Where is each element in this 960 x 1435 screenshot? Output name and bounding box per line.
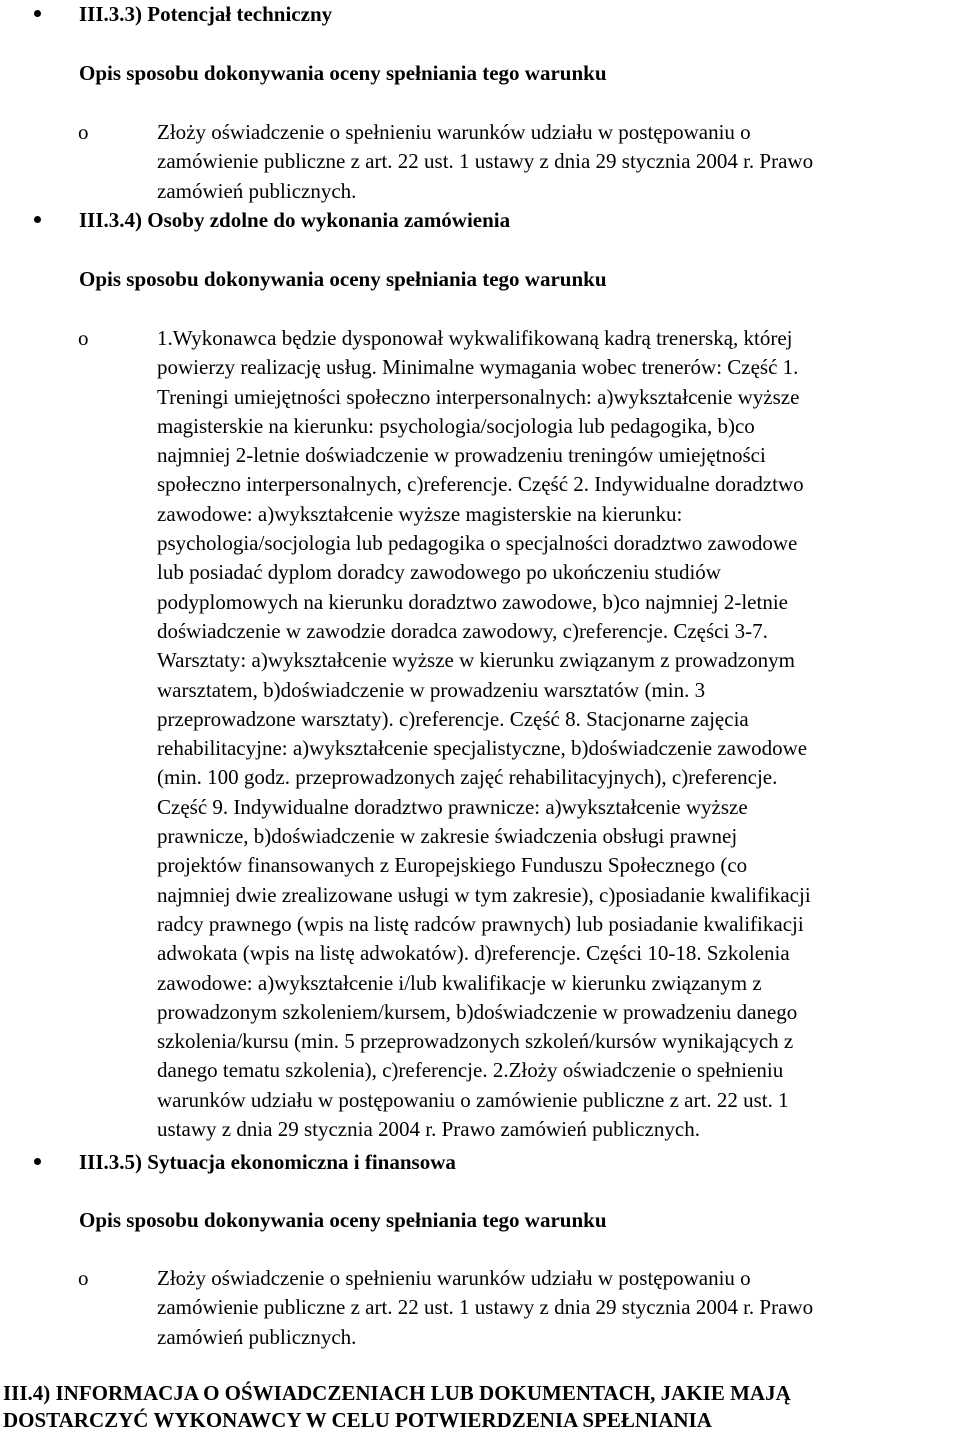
section-text-potencjal bbox=[157, 118, 948, 206]
text-line: zamówień publicznych. bbox=[157, 1324, 357, 1349]
opis-label: Opis sposobu dokonywania oceny spełniania tego warunku bbox=[79, 267, 607, 291]
bullet-icon bbox=[34, 216, 41, 223]
text-line: projektów finansowanych z Europejskiego Funduszu Społecznego (co bbox=[157, 853, 748, 878]
text-line: radcy prawnego (wpis na listę radców prawnych) lub posiadanie kwalifikacji bbox=[157, 911, 804, 936]
section-heading-sytuacja: III.3.5) Sytuacja ekonomiczna i finansowa bbox=[79, 1150, 456, 1174]
text-line: zamówienie publiczne z art. 22 ust. 1 ustawy z dnia 29 stycznia 2004 r. Prawo bbox=[157, 149, 814, 174]
opis-label: Opis sposobu dokonywania oceny spełniania tego warunku bbox=[79, 1208, 607, 1232]
text-line: prawnicze, b)doświadczenie w zakresie świadczenia obsługi prawnej bbox=[157, 824, 738, 849]
text-line: ustawy z dnia 29 stycznia 2004 r. Prawo zamówień publicznych. bbox=[157, 1117, 700, 1142]
text-line: podyplomowych na kierunku doradztwo zawodowe, b)co najmniej 2-letnie bbox=[157, 589, 788, 614]
text-line: najmniej 2-letnie doświadczenie w prowadzeniu treningów umiejętności bbox=[157, 443, 766, 468]
section-text-sytuacja bbox=[157, 1264, 948, 1352]
section-text-osoby bbox=[157, 324, 948, 1144]
text-line: doświadczenie w zawodzie doradca zawodowy, c)referencje. Części 3-7. bbox=[157, 618, 768, 643]
section-heading-potencjal: III.3.3) Potencjał techniczny bbox=[79, 2, 333, 26]
bullet-icon bbox=[34, 1158, 41, 1165]
circle-bullet-icon: o bbox=[78, 120, 89, 144]
opis-label: Opis sposobu dokonywania oceny spełniania tego warunku bbox=[79, 61, 607, 85]
text-line: magisterskie na kierunku: psychologia/socjologia lub pedagogika, b)co bbox=[157, 413, 755, 438]
circle-bullet-icon: o bbox=[78, 326, 89, 350]
text-line: warunków udziału w postępowaniu o zamówienie publiczne z art. 22 ust. 1 bbox=[157, 1087, 789, 1112]
text-line: powierzy realizację usług. Minimalne wymagania wobec trenerów: Część 1. bbox=[157, 355, 799, 380]
text-line: przeprowadzone warsztaty). c)referencje. Część 8. Stacjonarne zajęcia bbox=[157, 706, 749, 731]
text-line: 1.Wykonawca będzie dysponował wykwalifikowaną kadrą trenerską, której bbox=[157, 326, 793, 350]
final-heading-line-2: DOSTARCZYĆ WYKONAWCY W CELU POTWIERDZENIA SPEŁNIANIA bbox=[3, 1408, 712, 1432]
text-line: rehabilitacyjne: a)wykształcenie specjalistyczne, b)doświadczenie zawodowe bbox=[157, 736, 808, 761]
text-line: adwokata (wpis na listę adwokatów). d)referencje. Części 10-18. Szkolenia bbox=[157, 941, 790, 966]
text-line: psychologia/socjologia lub pedagogika o specjalności doradztwo zawodowe bbox=[157, 531, 798, 556]
text-line: Złoży oświadczenie o spełnieniu warunków udziału w postępowaniu o bbox=[157, 120, 751, 144]
text-line: Część 9. Indywidualne doradztwo prawnicze: a)wykształcenie wyższe bbox=[157, 794, 748, 819]
text-line: szkolenia/kursu (min. 5 przeprowadzonych szkoleń/kursów wynikających z bbox=[157, 1029, 794, 1054]
final-heading-line-1: III.4) INFORMACJA O OŚWIADCZENIACH LUB DOKUMENTACH, JAKIE MAJĄ bbox=[3, 1381, 791, 1405]
text-line: najmniej dwie zrealizowane usługi w tym zakresie), c)posiadanie kwalifikacji bbox=[157, 882, 811, 907]
text-line: Warsztaty: a)wykształcenie wyższe w kierunku związanym z prowadzonym bbox=[157, 648, 795, 673]
text-line: prowadzonym szkoleniem/kursem, b)doświadczenie w prowadzeniu danego bbox=[157, 999, 798, 1024]
text-line: lub posiadać dyplom doradcy zawodowego po ukończeniu studiów bbox=[157, 560, 721, 585]
text-line: Treningi umiejętności społeczno interpersonalnych: a)wykształcenie wyższe bbox=[157, 384, 800, 409]
text-line: (min. 100 godz. przeprowadzonych zajęć rehabilitacyjnych), c)referencje. bbox=[157, 765, 778, 790]
section-heading-osoby: III.3.4) Osoby zdolne do wykonania zamówienia bbox=[79, 208, 511, 232]
circle-bullet-icon: o bbox=[78, 1266, 89, 1290]
text-line: Złoży oświadczenie o spełnieniu warunków udziału w postępowaniu o bbox=[157, 1266, 751, 1290]
text-line: zamówień publicznych. bbox=[157, 178, 357, 203]
text-line: społeczno interpersonalnych, c)referencje. Część 2. Indywidualne doradztwo bbox=[157, 472, 804, 497]
text-line: zamówienie publiczne z art. 22 ust. 1 ustawy z dnia 29 stycznia 2004 r. Prawo bbox=[157, 1295, 814, 1320]
text-line: zawodowe: a)wykształcenie i/lub kwalifikacje w kierunku związanym z bbox=[157, 970, 762, 995]
text-line: warsztatem, b)doświadczenie w prowadzeniu warsztatów (min. 3 bbox=[157, 677, 706, 702]
bullet-icon bbox=[34, 10, 41, 17]
text-line: danego tematu szkolenia), c)referencje. 2.Złoży oświadczenie o spełnieniu bbox=[157, 1058, 784, 1083]
text-line: zawodowe: a)wykształcenie wyższe magisterskie na kierunku: bbox=[157, 501, 683, 526]
